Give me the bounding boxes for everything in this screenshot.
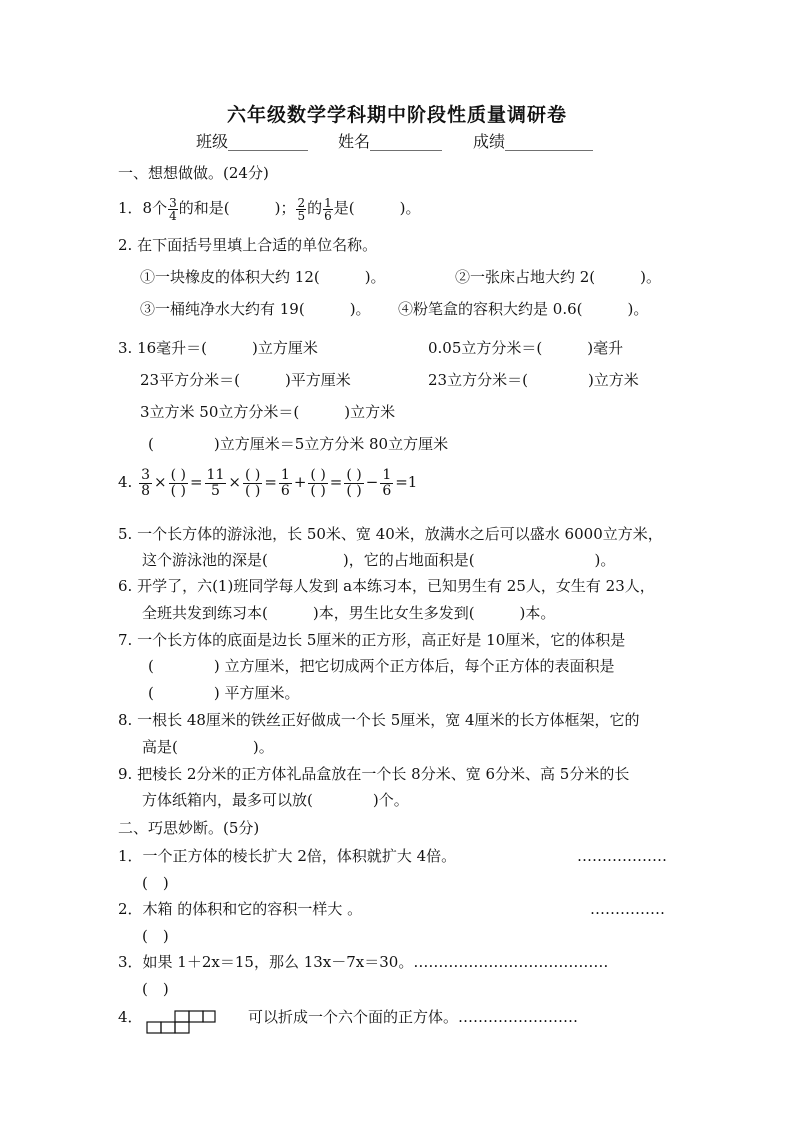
question-3-row-2a: 23平方分米＝( )平方厘米	[140, 371, 351, 389]
net-square-1	[147, 1022, 161, 1033]
net-square-2	[161, 1022, 175, 1033]
q4-fraction-1-6-b: $\frac{1}{6}$	[382, 466, 392, 499]
judge-3-answer[interactable]: ( )	[142, 980, 169, 998]
score-field[interactable]: 成绩___________	[473, 132, 594, 151]
question-9-line-2: 方体纸箱内，最多可以放( )个。	[142, 791, 409, 809]
question-3-row-3: 3立方米 50立方分米＝( )立方米	[140, 403, 396, 421]
name-field[interactable]: 姓名_________	[338, 132, 443, 151]
question-2c: ③一桶纯净水大约有 19( )。	[140, 300, 371, 318]
question-7-line-3: ( ) 平方厘米。	[148, 684, 300, 702]
question-3-row-1b: 0.05立方分米＝( )毫升	[428, 339, 624, 357]
q1-text-4: 是( )。	[333, 199, 421, 217]
q4-blank-fraction-1[interactable]: ( ) ( )	[170, 466, 186, 499]
question-5-line-2: 这个游泳池的深是( )，它的占地面积是( )。	[142, 551, 616, 569]
question-9-line-1: 9. 把棱长 2分米的正方体礼品盒放在一个长 8分米、宽 6分米、高 5分米的长	[118, 765, 630, 783]
question-3-row-1a: 3. 16毫升＝( )立方厘米	[118, 339, 318, 357]
net-square-3	[175, 1022, 189, 1033]
cube-net-figure	[146, 1010, 216, 1034]
page-title: 六年级数学学科期中阶段性质量调研卷	[226, 104, 567, 126]
question-2b: ②一张床占地大约 2( )。	[455, 268, 662, 286]
question-1	[118, 195, 420, 222]
question-8-line-2: 高是( )。	[142, 738, 274, 756]
q4-blank-fraction-4[interactable]: ( ) ( )	[346, 466, 362, 499]
section-1-title: 一、想想做做。(24分)	[118, 164, 269, 182]
net-square-5	[189, 1011, 203, 1022]
question-2-stem: 2. 在下面括号里填上合适的单位名称。	[118, 236, 378, 254]
q4-fraction-1-6-a: $\frac{1}{6}$	[280, 466, 290, 499]
section-2-title: 二、巧思妙断。(5分)	[118, 819, 260, 837]
question-4: 4. $\frac{3}{8}$ × ( ) ( ) = $\frac{11}{5}$ × ( ) ( ) = $\frac{1}{6}$ + ( ) ( ) = ( ) ( ) − $\frac{1}{6}$ =1	[118, 466, 418, 499]
q1-text-3: 的	[307, 199, 323, 217]
judge-2-dots: ……………	[590, 900, 665, 918]
q4-fraction-11-5: $\frac{11}{5}$	[206, 466, 225, 499]
judge-4-text: 可以折成一个六个面的正方体。……………………	[248, 1008, 579, 1026]
q4-number: 4.	[118, 473, 133, 491]
judge-1-text: 1．一个正方体的棱长扩大 2倍，体积就扩大 4倍。	[118, 847, 457, 865]
judge-2-text: 2．木箱 的体积和它的容积一样大 。	[118, 900, 363, 918]
q1-number: 1．	[118, 199, 143, 217]
judge-3-text: 3．如果 1＋2x＝15，那么 13x－7x＝30。…………………………………	[118, 953, 609, 971]
question-6-line-2: 全班共发到练习本( )本，男生比女生多发到( )本。	[142, 604, 556, 622]
judge-4-number: 4．	[118, 1008, 143, 1026]
judge-2-answer[interactable]: ( )	[142, 927, 169, 945]
question-5-line-1: 5. 一个长方体的游泳池，长 50米、宽 40米，放满水之后可以盛水 6000立方米，	[118, 525, 663, 543]
question-2d: ④粉笔盒的容积大约是 0.6( )。	[398, 300, 649, 318]
fraction-3-4: $\frac{3}{4}$	[169, 195, 177, 223]
question-3-row-4: ( )立方厘米＝5立方分米 80立方厘米	[148, 435, 449, 453]
net-square-6	[203, 1011, 215, 1022]
q4-blank-fraction-3[interactable]: ( ) ( )	[310, 466, 326, 499]
judge-1-answer[interactable]: ( )	[142, 874, 169, 892]
net-square-4	[175, 1011, 189, 1022]
q4-fraction-3-8: $\frac{3}{8}$	[141, 466, 151, 499]
question-8-line-1: 8. 一根长 48厘米的铁丝正好做成一个长 5厘米，宽 4厘米的长方体框架，它的	[118, 711, 640, 729]
question-7-line-1: 7. 一个长方体的底面是边长 5厘米的正方形，高正好是 10厘米，它的体积是	[118, 631, 626, 649]
fraction-2-5: $\frac{2}{5}$	[297, 195, 306, 223]
judge-1-dots: ………………	[577, 847, 667, 865]
question-3-row-2b: 23立方分米＝( )立方米	[428, 371, 639, 389]
q1-text-2: 的和是( )；	[178, 199, 296, 217]
q4-blank-fraction-2[interactable]: ( ) ( )	[244, 466, 261, 499]
question-7-line-2: ( ) 立方厘米，把它切成两个正方体后，每个正方体的表面积是	[148, 657, 615, 675]
class-field[interactable]: 班级__________	[196, 132, 309, 151]
q1-text-1: 8个	[142, 199, 168, 217]
question-2a: ①一块橡皮的体积大约 12( )。	[140, 268, 386, 286]
question-6-line-1: 6. 开学了，六(1)班同学每人发到 a本练习本，已知男生有 25人，女生有 23人，	[118, 577, 655, 595]
fraction-1-6: $\frac{1}{6}$	[324, 195, 332, 223]
